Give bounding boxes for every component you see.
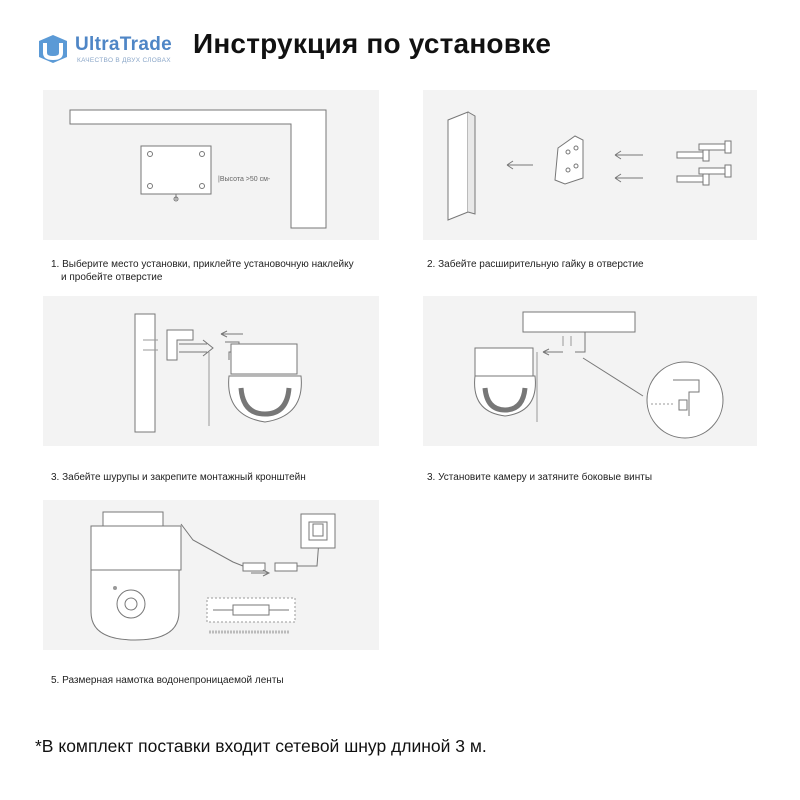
step-2-caption: 2. Забейте расширительную гайку в отверстие: [427, 259, 644, 270]
footnote: *В комплект поставки входит сетевой шнур длиной 3 м.: [35, 736, 487, 756]
step-5-illustration: [43, 500, 379, 650]
step-1-caption: [51, 258, 354, 284]
step-3-illustration: [43, 296, 379, 446]
step-5-caption: 5. Размерная намотка водонепроницаемой ленты: [51, 675, 284, 686]
logo-tagline: КАЧЕСТВО В ДВУХ СЛОВАХ: [77, 57, 171, 64]
logo: [33, 28, 185, 70]
step-2-illustration: [423, 90, 757, 240]
logo-icon: [35, 31, 71, 67]
step-4-caption: 3. Установите камеру и затяните боковые винты: [427, 472, 653, 483]
step-1-illustration: [43, 90, 379, 240]
logo-brand: UltraTrade: [75, 34, 172, 55]
step-1-caption-line1: 1. Выберите место установки, приклейте установочную наклейку: [51, 259, 354, 270]
step-3-caption: 3. Забейте шурупы и закрепите монтажный кронштейн: [51, 472, 306, 483]
height-label: |Высота >50 см-: [218, 176, 271, 183]
step-4-illustration: [423, 296, 757, 446]
page-title: Инструкция по установке: [193, 28, 552, 59]
step-1-caption-line2: и пробейте отверстие: [61, 272, 163, 283]
